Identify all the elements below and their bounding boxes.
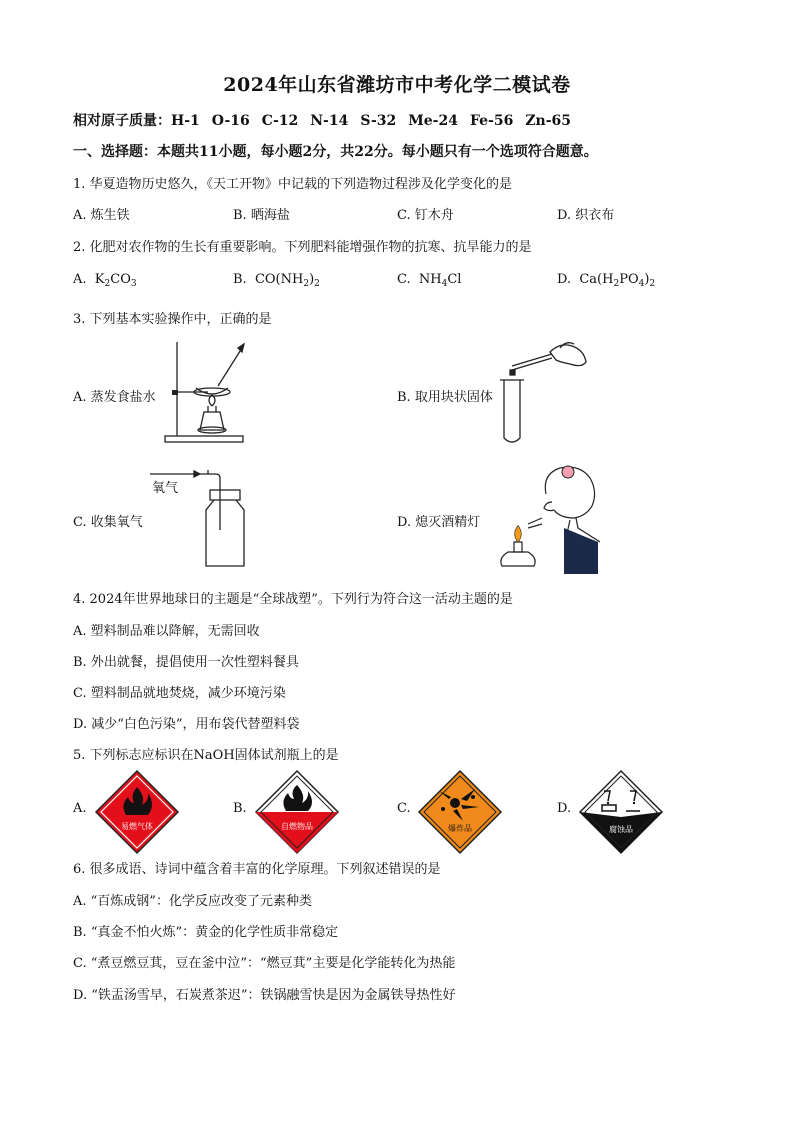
question-1-stem: 1. 华夏造物历史悠久，《天工开物》中记载的下列造物过程涉及化学变化的是 xyxy=(73,177,513,192)
formula-ca-h2po4-2: $Ca(H_2PO_4)_2$ xyxy=(579,272,656,289)
option-letter: C. xyxy=(397,272,411,287)
atomic-mass-item: S-32 xyxy=(360,113,397,129)
option-letter: D. xyxy=(557,272,572,287)
question-1-option-d[interactable]: D. 织衣布 xyxy=(557,208,615,223)
flammable-gas-sign-icon xyxy=(94,769,180,855)
question-6-stem: 6. 很多成语、诗词中蕴含着丰富的化学原理。下列叙述错误的是 xyxy=(73,862,441,877)
question-3-stem: 3. 下列基本实验操作中，正确的是 xyxy=(73,312,272,327)
question-5-stem: 5. 下列标志应标识在NaOH固体试剂瓶上的是 xyxy=(73,748,339,763)
atomic-mass-label: 相对原子质量： xyxy=(73,113,171,129)
question-6-option-d[interactable]: D. “铁盂汤雪早，石炭煮茶迟”：铁锅融雪快是因为金属铁导热性好 xyxy=(73,988,456,1003)
atomic-mass-item: O-16 xyxy=(211,113,250,129)
sign-label: 爆炸品 xyxy=(448,824,472,833)
question-4-option-b[interactable]: B. 外出就餐，提倡使用一次性塑料餐具 xyxy=(73,655,299,670)
question-5-option-a[interactable]: A. xyxy=(73,801,87,816)
formula-k2co3: $K_2CO_3$ xyxy=(94,272,137,289)
corrosive-sign-icon xyxy=(578,769,664,855)
atomic-mass-item: Fe-56 xyxy=(469,113,514,129)
atomic-mass-item: Me-24 xyxy=(408,113,458,129)
sign-label: 自燃物品 xyxy=(281,822,313,831)
option-letter: A. xyxy=(73,272,87,287)
question-6-option-b[interactable]: B. “真金不怕火炼”：黄金的化学性质非常稳定 xyxy=(73,925,339,940)
atomic-mass-item: C-12 xyxy=(261,113,299,129)
question-2-stem: 2. 化肥对农作物的生长有重要影响。下列肥料能增强作物的抗寒、抗旱能力的是 xyxy=(73,240,532,255)
question-2-option-b[interactable] xyxy=(233,272,320,289)
atomic-mass-line xyxy=(73,110,583,130)
question-1-option-a[interactable]: A. 炼生铁 xyxy=(73,208,130,223)
explosive-sign-icon xyxy=(417,769,503,855)
atomic-mass-item: H-1 xyxy=(171,113,200,129)
question-5-option-d[interactable]: D. xyxy=(557,801,572,816)
question-2-option-d[interactable] xyxy=(557,272,655,289)
question-6-option-a[interactable]: A. “百炼成钢”：化学反应改变了元素种类 xyxy=(73,894,312,909)
sign-label: 易燃气体 xyxy=(121,822,153,831)
blowing-out-lamp-icon xyxy=(494,462,606,574)
question-2-option-c[interactable] xyxy=(397,272,461,289)
question-3-option-c[interactable]: C. 收集氧气 xyxy=(73,515,143,530)
question-2-option-a[interactable] xyxy=(73,272,137,289)
question-4-option-d[interactable]: D. 减少“白色污染”，用布袋代替塑料袋 xyxy=(73,717,300,732)
question-1-option-c[interactable]: C. 钉木舟 xyxy=(397,208,454,223)
atomic-mass-item: Zn-65 xyxy=(525,113,572,129)
question-5-option-b[interactable]: B. xyxy=(233,801,247,816)
formula-nh4cl: $NH_4Cl$ xyxy=(418,272,462,289)
solid-in-test-tube-icon xyxy=(500,340,590,446)
question-4-stem: 4. 2024年世界地球日的主题是“全球战塑”。下列行为符合这一活动主题的是 xyxy=(73,592,513,607)
option-letter: B. xyxy=(233,272,247,287)
oxygen-label: 氧气 xyxy=(152,481,179,496)
atomic-mass-item: N-14 xyxy=(310,113,349,129)
question-1-option-b[interactable]: B. 晒海盐 xyxy=(233,208,290,223)
formula-urea: $CO(NH_2)_2$ xyxy=(254,272,320,289)
spontaneously-combustible-sign-icon xyxy=(254,769,340,855)
section-heading: 一、选择题：本题共11小题，每小题2分，共22分。每小题只有一个选项符合题意。 xyxy=(73,144,598,160)
gas-collection-bottle-icon xyxy=(148,470,258,570)
question-5-option-c[interactable]: C. xyxy=(397,801,411,816)
evaporation-apparatus-icon xyxy=(160,340,250,444)
question-6-option-c[interactable]: C. “煮豆燃豆萁，豆在釜中泣”：“燃豆萁”主要是化学能转化为热能 xyxy=(73,956,456,971)
question-4-option-a[interactable]: A. 塑料制品难以降解，无需回收 xyxy=(73,624,260,639)
question-3-option-d[interactable]: D. 熄灭酒精灯 xyxy=(397,515,481,530)
sign-label: 腐蚀品 xyxy=(609,825,633,834)
question-4-option-c[interactable]: C. 塑料制品就地焚烧，减少环境污染 xyxy=(73,686,286,701)
question-3-option-a[interactable]: A. 蒸发食盐水 xyxy=(73,390,156,405)
page-title: 2024年山东省潍坊市中考化学二模试卷 xyxy=(223,74,571,96)
question-3-option-b[interactable]: B. 取用块状固体 xyxy=(397,390,493,405)
